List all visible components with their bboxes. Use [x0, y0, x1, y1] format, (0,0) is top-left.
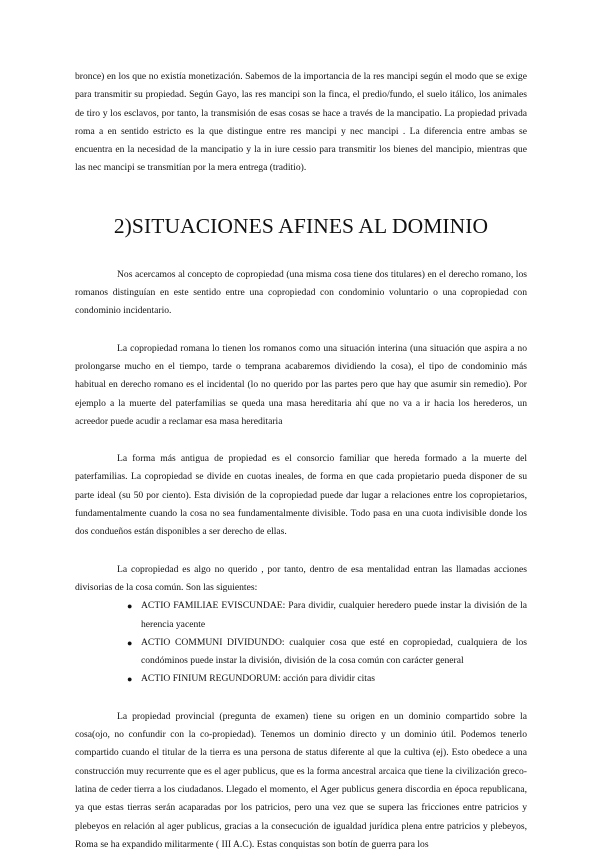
- paragraph-copropiedad-intro: Nos acercamos al concepto de copropiedad (una misma cosa tiene dos titulares) en el derecho romano, los romanos distinguían en este sentido entre una copropiedad con condominio voluntario o una copropiedad con condominio incidentario.: [75, 268, 527, 317]
- paragraph-mancipatio: bronce) en los que no existía monetización. Sabemos de la importancia de la res mancipi según el modo que se exige para transmitir su propiedad. Según Gayo, las res mancipi son la finca, el predio/fundo, el suelo itálico, los animales de tiro y los esclavos, por tanto, la transmisión de esas cosas se hace a través de la mancipatio. La propiedad privada roma a en sentido estricto es la que distingue entre res mancipi y nec mancipi . La diferencia entre ambas se encuentra en la necesidad de la mancipatio y la in iure cessio para transmitir los bienes del mancipio, mientras que las nec mancipi se transmitían por la mera entrega (traditio).: [75, 71, 527, 174]
- section-heading-wrap: [75, 214, 527, 239]
- list-item: [75, 634, 527, 671]
- paragraph-consorcio-familiar: La forma más antigua de propiedad es el consorcio familiar que hereda formado a la muerte del paterfamilias. La copropiedad se divide en cuotas ineales, de forma en que cada propietario pueda disponer de su parte ideal (su 50 por ciento). Esta división de la copropiedad puede dar lugar a relaciones entre los copropietarios, fundamentalmente cuando la cosa no sea fundamentalmente divisible. Todo pasa en una cuota indivisible donde los dos condueños están disponibles a ser derecho de ellas.: [75, 453, 527, 538]
- bullet-icon: ●: [127, 637, 133, 648]
- list-item: [75, 670, 527, 688]
- list-item: [75, 597, 527, 634]
- actions-list: [75, 597, 527, 688]
- list-item-text: ACTIO FAMILIAE EVISCUNDAE: Para dividir, cualquier heredero puede instar la división de la herencia yacente: [141, 600, 527, 630]
- section-title: 2)SITUACIONES AFINES AL DOMINIO: [113, 213, 489, 238]
- paragraph-copropiedad-interina: La copropiedad romana lo tienen los romanos como una situación interina (una situación que aspira a no prolongarse mucho en el tiempo, tarde o temprana acabaremos dividiendo la cosa), el tipo de condominio más habitual en derecho romano es el incidental (lo no querido por las partes pero que hay que asumir sin remedio). Por ejemplo a la muerte del paterfamilias se queda una masa hereditaria ahí que no va a ir hacia los herederos, un acreedor puede acudir a reclamar esa masa hereditaria: [75, 342, 527, 427]
- list-item-text: ACTIO FINIUM REGUNDORUM: acción para dividir citas: [141, 673, 375, 685]
- document-page: [75, 68, 527, 854]
- paragraph-acciones-divisorias: La copropiedad es algo no querido , por tanto, dentro de esa mentalidad entran las llamadas acciones divisorias de la cosa común. Son las siguientes:: [75, 563, 527, 593]
- bullet-icon: ●: [127, 601, 133, 612]
- paragraph-propiedad-provincial: La propiedad provincial (pregunta de examen) tiene su origen en un dominio compartido sobre la cosa(ojo, no confundir con la co-propiedad). Tenemos un dominio directo y un dominio útil. Podemos tenerlo compartido cuando el titular de la tierra es una persona de status diferente al que la cultiva (ej). Esto obedece a una construcción muy recurrente que es el ager publicus, que es la forma ancestral arcaica que tiene la civilización greco-latina de ceder tierra a los ciudadanos. Llegado el momento, el Ager publicus genera discordia en época republicana, ya que estas tierras serán acaparadas por los patricios, pero una vez que se supera las fricciones entre patricios y plebeyos en relación al ager publicus, gracias a la consecución de igualdad jurídica plena entre patricios y plebeyos, Roma se ha expandido militarmente ( III A.C). Estas conquistas son botín de guerra para los: [75, 710, 527, 850]
- bullet-icon: ●: [127, 674, 133, 685]
- list-item-text: ACTIO COMMUNI DIVIDUNDO: cualquier cosa que esté en copropiedad, cualquiera de los condóminos puede instar la división, división de la cosa común con carácter general: [141, 636, 527, 667]
